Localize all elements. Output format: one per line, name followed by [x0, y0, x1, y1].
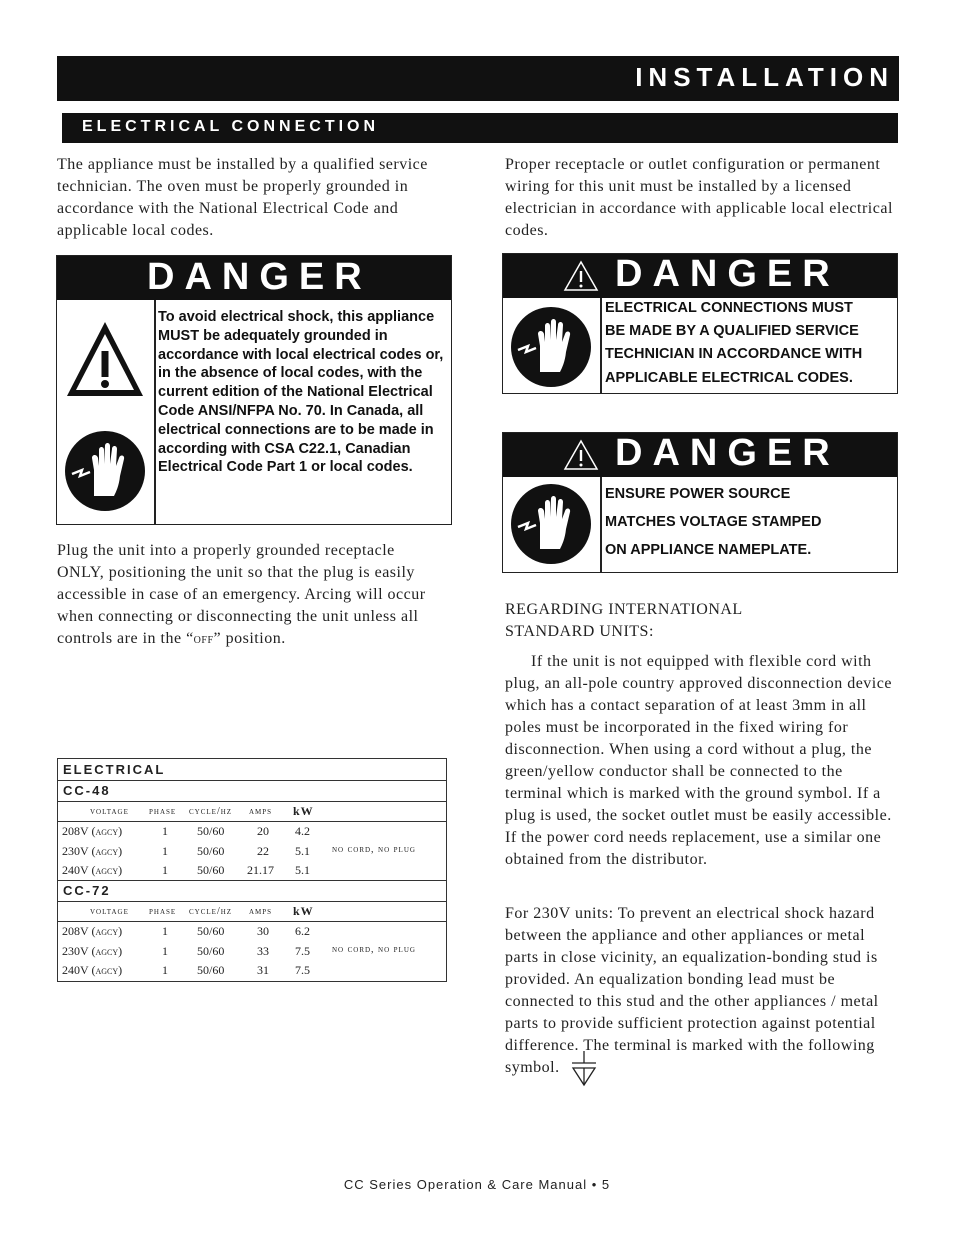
- header-cycle: cycle/hz: [189, 906, 233, 917]
- electric-shock-hand-icon: [510, 483, 592, 569]
- cell-amps: 33: [257, 944, 269, 958]
- cell-kw: 7.5: [295, 963, 310, 977]
- section-header-title: INSTALLATION: [635, 62, 894, 92]
- danger-power-line: MATCHES VOLTAGE STAMPED: [605, 514, 822, 530]
- plug-paragraph: [57, 540, 442, 651]
- header-voltage: voltage: [90, 906, 129, 917]
- cell-amps: 30: [257, 924, 269, 938]
- cell-phase: 1: [162, 963, 168, 977]
- cell-voltage: 208V (agcy): [62, 824, 123, 838]
- cell-voltage: 230V (agcy): [62, 944, 123, 958]
- cell-cycle: 50/60: [197, 844, 225, 858]
- header-phase: phase: [149, 906, 177, 917]
- cell-cycle: 50/60: [197, 863, 225, 877]
- cell-kw: 5.1: [295, 844, 310, 858]
- cell-kw: 7.5: [295, 944, 310, 958]
- cell-kw: 4.2: [295, 824, 310, 838]
- table-row: [58, 922, 446, 941]
- section-header-bar: [57, 56, 899, 101]
- danger-divider: [154, 300, 156, 524]
- v230-paragraph-text: For 230V units: To prevent an electrical shock hazard between the appliance and other appliances or metal parts in close vicinity, an equalization-bonding stud is provided. An equalization bonding lead must be connected to this stud and the other appliances / metal parts to provide sufficient protection against potential difference. The terminal is marked with the following symbol.: [505, 905, 879, 1076]
- header-voltage: voltage: [90, 806, 129, 817]
- table-row: [58, 861, 446, 880]
- cell-amps: 31: [257, 963, 269, 977]
- table-model-name: CC-72: [58, 881, 446, 902]
- electric-shock-hand-icon: [64, 430, 146, 516]
- table-data-block: [58, 922, 446, 981]
- table-model-name: CC-48: [58, 781, 446, 802]
- table-row: [58, 822, 446, 841]
- danger-technician-line: BE MADE BY A QUALIFIED SERVICE: [605, 323, 859, 339]
- danger-divider: [600, 298, 602, 393]
- danger-box-grounding: [56, 255, 452, 525]
- danger-divider: [600, 477, 602, 572]
- cell-voltage: 208V (agcy): [62, 924, 123, 938]
- cell-cycle: 50/60: [197, 944, 225, 958]
- header-cycle: cycle/hz: [189, 806, 233, 817]
- cell-amps: 21.17: [247, 863, 274, 877]
- danger-box-power-source: [502, 432, 898, 573]
- table-title: ELECTRICAL: [58, 759, 446, 781]
- danger-word: DANGER: [147, 256, 372, 298]
- page-footer: CC Series Operation & Care Manual • 5: [343, 1177, 611, 1192]
- cell-cycle: 50/60: [197, 963, 225, 977]
- plug-paragraph-text-a: Plug the unit into a properly grounded receptacle ONLY, positioning the unit so that the plug is easily accessible in case of an emergency. Arcing will occur when connecting or disconnecting the unit unless all controls are in the “: [57, 542, 426, 647]
- danger-grounding-text: To avoid electrical shock, this appliance MUST be adequately grounded in accordance with local electrical codes or, in the absence of local codes, with the current edition of the National Electrical Code ANSI/NFPA No. 70. In Canada, all electrical connections are to be made in according with CSA C22.1, Canadian Electrical Code Part 1 or local codes.: [158, 309, 444, 476]
- equipotential-bonding-icon: [570, 1051, 598, 1094]
- table-data-block: [58, 822, 446, 881]
- danger-header: [57, 256, 451, 300]
- danger-technician-line: TECHNICIAN IN ACCORDANCE WITH: [605, 346, 863, 362]
- electric-shock-hand-icon: [510, 306, 592, 392]
- cell-phase: 1: [162, 863, 168, 877]
- danger-box-qualified-technician: [502, 253, 898, 394]
- intl-heading-line-1: REGARDING INTERNATIONAL: [505, 601, 743, 618]
- electrical-spec-table: [57, 758, 447, 982]
- table-note: no cord, no plug: [332, 844, 416, 855]
- danger-technician-line: APPLICABLE ELECTRICAL CODES.: [605, 370, 853, 386]
- cell-phase: 1: [162, 924, 168, 938]
- table-row: [58, 961, 446, 980]
- header-kw: kW: [293, 904, 314, 918]
- table-header-row: [58, 902, 446, 922]
- cell-voltage: 240V (agcy): [62, 963, 123, 977]
- table-header-row: [58, 802, 446, 822]
- subsection-header-title: ELECTRICAL CONNECTION: [82, 118, 380, 135]
- warning-triangle-icon: [64, 319, 146, 403]
- danger-header: [503, 254, 897, 298]
- intl-paragraph: If the unit is not equipped with flexible cord with plug, an all-pole country approved disconnection device which has a contact separation of at least 3mm in all poles must be incorporated in the fixed wiring for disconnection. When using a cord without a plug, the green/yellow conductor shall be connected to the terminal which is marked with the ground symbol. If a plug is used, the socket outlet must be easily accessible. If the power cord needs replacement, use a similar one obtained from the distributor.: [505, 653, 892, 868]
- danger-technician-line: ELECTRICAL CONNECTIONS MUST: [605, 300, 853, 316]
- cell-cycle: 50/60: [197, 924, 225, 938]
- cell-kw: 6.2: [295, 924, 310, 938]
- v230-paragraph: [505, 903, 885, 1094]
- danger-power-line: ENSURE POWER SOURCE: [605, 486, 791, 502]
- right-intro-paragraph: Proper receptacle or outlet configuration or permanent wiring for this unit must be installed by a licensed electrician in accordance with applicable local electrical codes.: [505, 156, 893, 239]
- cell-phase: 1: [162, 844, 168, 858]
- warning-triangle-icon: [563, 439, 599, 475]
- header-kw: kW: [293, 804, 314, 818]
- intl-heading-line-2: STANDARD UNITS:: [505, 623, 654, 640]
- plug-paragraph-text-b: ” position.: [213, 630, 286, 647]
- header-phase: phase: [149, 806, 177, 817]
- cell-phase: 1: [162, 824, 168, 838]
- cell-cycle: 50/60: [197, 824, 225, 838]
- plug-paragraph-off: off: [193, 632, 214, 647]
- danger-header: [503, 433, 897, 477]
- header-amps: amps: [249, 906, 273, 917]
- cell-voltage: 240V (agcy): [62, 863, 123, 877]
- warning-triangle-icon: [563, 260, 599, 296]
- left-intro-paragraph: The appliance must be installed by a qualified service technician. The oven must be properly grounded in accordance with the National Electrical Code and applicable local codes.: [57, 156, 428, 239]
- header-amps: amps: [249, 806, 273, 817]
- cell-amps: 20: [257, 824, 269, 838]
- cell-kw: 5.1: [295, 863, 310, 877]
- cell-amps: 22: [257, 844, 269, 858]
- danger-word: DANGER: [615, 253, 840, 295]
- danger-word: DANGER: [615, 432, 840, 474]
- cell-voltage: 230V (agcy): [62, 844, 123, 858]
- table-note: no cord, no plug: [332, 944, 416, 955]
- subsection-header-bar: [62, 113, 898, 143]
- danger-power-line: ON APPLIANCE NAMEPLATE.: [605, 542, 812, 558]
- cell-phase: 1: [162, 944, 168, 958]
